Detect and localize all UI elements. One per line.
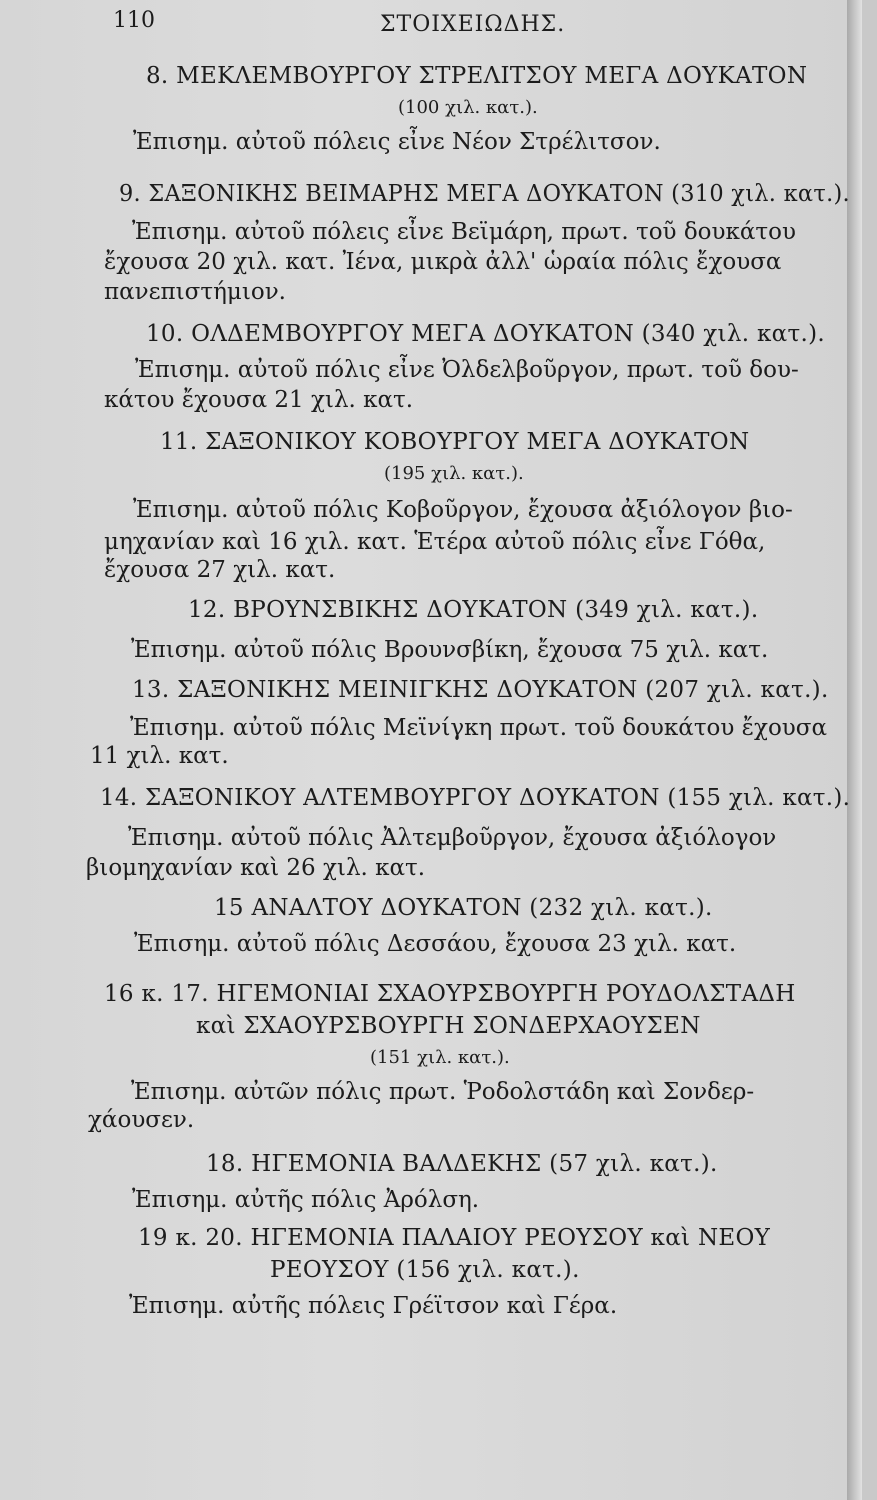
section-18-text: Ἐπισημ. αὐτῆς πόλις Ἀρόλση. <box>132 1187 480 1213</box>
section-11-text-1: Ἐπισημ. αὐτοῦ πόλις Κοβοῦργον, ἔχουσα ἀξιόλογον βιο- <box>133 497 793 523</box>
section-16-17-heading-1: 16 κ. 17. ΗΓΕΜΟΝΙΑΙ ΣΧΑΟΥΡΣΒΟΥΡΓΗ ΡΟΥΔΟΛΣΤΑΔΗ <box>104 981 796 1007</box>
section-16-17-area: (151 χιλ. κατ.). <box>370 1047 510 1068</box>
section-11-area: (195 χιλ. κατ.). <box>384 463 524 484</box>
section-15-text: Ἐπισημ. αὐτοῦ πόλις Δεσσάου, ἔχουσα 23 χιλ. κατ. <box>134 931 737 957</box>
section-10-heading: 10. ΟΛΔΕΜΒΟΥΡΓΟΥ ΜΕΓΑ ΔΟΥΚΑΤΟΝ (340 χιλ. κατ.). <box>146 321 825 347</box>
section-12-heading: 12. ΒΡΟΥΝΣΒΙΚΗΣ ΔΟΥΚΑΤΟΝ (349 χιλ. κατ.). <box>188 597 759 623</box>
section-18-heading: 18. ΗΓΕΜΟΝΙΑ ΒΑΛΔΕΚΗΣ (57 χιλ. κατ.). <box>206 1151 718 1177</box>
section-13-text-2: 11 χιλ. κατ. <box>90 743 229 769</box>
section-16-17-heading-2: καὶ ΣΧΑΟΥΡΣΒΟΥΡΓΗ ΣΟΝΔΕΡΧΑΟΥΣΕΝ <box>196 1013 701 1039</box>
section-10-text-1: Ἐπισημ. αὐτοῦ πόλις εἶνε Ὀλδελβοῦργον, πρωτ. τοῦ δου- <box>135 357 799 383</box>
section-16-17-text-2: χάουσεν. <box>88 1107 195 1133</box>
section-8-heading: 8. ΜΕΚΛΕΜΒΟΥΡΓΟΥ ΣΤΡΕΛΙΤΣΟΥ ΜΕΓΑ ΔΟΥΚΑΤΟΝ <box>146 63 808 89</box>
section-9-text-3: πανεπιστήμιον. <box>104 279 286 305</box>
running-title: ΣΤΟΙΧΕΙΩΔΗΣ. <box>380 12 566 37</box>
section-14-text-1: Ἐπισημ. αὐτοῦ πόλις Ἀλτεμβοῦργον, ἔχουσα ἀξιόλογον <box>128 825 777 851</box>
page-edge <box>847 0 862 1500</box>
section-19-20-heading-1: 19 κ. 20. ΗΓΕΜΟΝΙΑ ΠΑΛΑΙΟΥ ΡΕΟΥΣΟΥ καὶ ΝΕΟΥ <box>138 1225 771 1251</box>
section-11-text-2: μηχανίαν καὶ 16 χιλ. κατ. Ἑτέρα αὐτοῦ πόλις εἶνε Γόθα, <box>104 529 766 555</box>
section-14-text-2: βιομηχανίαν καὶ 26 χιλ. κατ. <box>86 855 426 881</box>
page-number: 110 <box>113 8 155 33</box>
section-8-text: Ἐπισημ. αὐτοῦ πόλεις εἶνε Νέον Στρέλιτσον. <box>133 129 661 155</box>
section-11-heading: 11. ΣΑΞΟΝΙΚΟΥ ΚΟΒΟΥΡΓΟΥ ΜΕΓΑ ΔΟΥΚΑΤΟΝ <box>160 429 750 455</box>
section-15-heading: 15 ΑΝΑΛΤΟΥ ΔΟΥΚΑΤΟΝ (232 χιλ. κατ.). <box>214 895 713 921</box>
section-12-text: Ἐπισημ. αὐτοῦ πόλις Βρουνσβίκη, ἔχουσα 75 χιλ. κατ. <box>131 637 769 663</box>
section-8-area: (100 χιλ. κατ.). <box>398 97 538 118</box>
section-16-17-text-1: Ἐπισημ. αὐτῶν πόλις πρωτ. Ῥοδολστάδη καὶ Σονδερ- <box>131 1079 755 1105</box>
section-13-heading: 13. ΣΑΞΟΝΙΚΗΣ ΜΕΙΝΙΓΚΗΣ ΔΟΥΚΑΤΟΝ (207 χιλ. κατ.). <box>132 677 829 703</box>
section-9-text-1: Ἐπισημ. αὐτοῦ πόλεις εἶνε Βεϊμάρη, πρωτ. τοῦ δουκάτου <box>132 219 796 245</box>
section-13-text-1: Ἐπισημ. αὐτοῦ πόλις Μεϊνίγκη πρωτ. τοῦ δουκάτου ἔχουσα <box>130 715 828 741</box>
section-9-heading: 9. ΣΑΞΟΝΙΚΗΣ ΒΕΙΜΑΡΗΣ ΜΕΓΑ ΔΟΥΚΑΤΟΝ (310 χιλ. κατ.). <box>119 181 850 207</box>
section-19-20-heading-2: ΡΕΟΥΣΟΥ (156 χιλ. κατ.). <box>270 1257 580 1283</box>
section-14-heading: 14. ΣΑΞΟΝΙΚΟΥ ΑΛΤΕΜΒΟΥΡΓΟΥ ΔΟΥΚΑΤΟΝ (155 χιλ. κατ.). <box>100 785 851 811</box>
section-9-text-2: ἔχουσα 20 χιλ. κατ. Ἰένα, μικρὰ ἀλλ' ὡραία πόλις ἔχουσα <box>104 249 782 275</box>
section-10-text-2: κάτου ἔχουσα 21 χιλ. κατ. <box>104 387 414 413</box>
section-11-text-3: ἔχουσα 27 χιλ. κατ. <box>104 557 336 583</box>
section-19-20-text: Ἐπισημ. αὐτῆς πόλεις Γρέϊτσον καὶ Γέρα. <box>129 1293 618 1319</box>
